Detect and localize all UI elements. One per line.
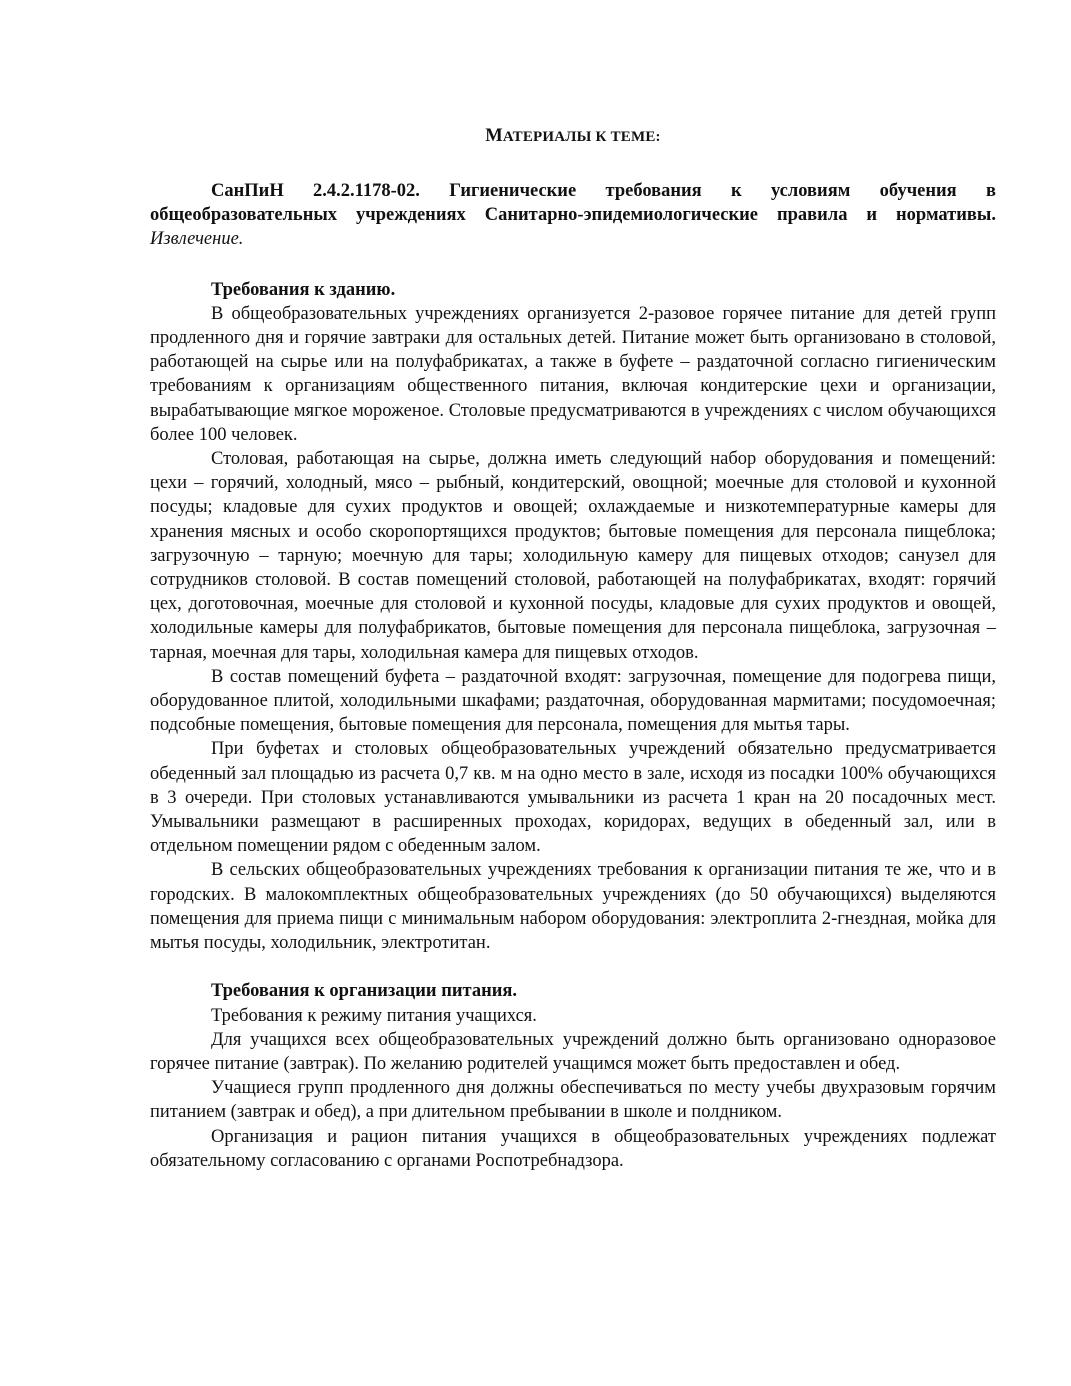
- heading-first-letter: М: [485, 126, 503, 146]
- document-title-bold: СанПиН 2.4.2.1178-02. Гигиенические требования к условиям обучения в общеобразовательных учреждениях Санитарно-эпидемиологические правила и нормативы.: [150, 181, 996, 226]
- document-page: [150, 124, 996, 1173]
- paragraph: Столовая, работающая на сырье, должна иметь следующий набор оборудования и помещений: цехи – горячий, холодный, мясо – рыбный, кондитерский, овощной; моечные для столовой и кухонной посуды; кладовые для сухих продуктов и овощей; охлаждаемые и низкотемпературные камеры для хранения мясных и особо скоропортящихся продуктов; бытовые помещения для персонала пищеблока; загрузочную – тарную; моечную для тары; холодильную камеру для пищевых отходов; санузел для сотрудников столовой. В состав помещений столовой, работающей на полуфабрикатах, входят: горячий цех, доготовочная, моечные для столовой и кухонной посуды, кладовые для сухих продуктов и овощей, холодильные камеры для полуфабрикатов, бытовые помещения для персонала пищеблока, загрузочная – тарная, моечная для тары, холодильная камера для пищевых отходов.: [150, 449, 996, 663]
- paragraph: В сельских общеобразовательных учреждениях требования к организации питания те же, что и в городских. В малокомплектных общеобразовательных учреждениях (до 50 обучающихся) выделяются помещения для приема пищи с минимальным набором оборудования: электроплита 2-гнездная, мойка для мытья посуды, холодильник, электротитан.: [150, 860, 996, 954]
- section-title-nutrition: Требования к организации питания.: [211, 981, 518, 1002]
- paragraph: В общеобразовательных учреждениях организуется 2-разовое горячее питание для детей групп продленного дня и горячие завтраки для остальных детей. Питание может быть организовано в столовой, работающей на сырье или на полуфабрикатах, а также в буфете – раздаточной согласно гигиеническим требованиям к организациям общественного питания, включая кондитерские цехи и организации, вырабатывающие мягкое мороженое. Столовые предусматриваются в учреждениях с числом обучающихся более 100 человек.: [150, 303, 996, 445]
- paragraph: В состав помещений буфета – раздаточной входят: загрузочная, помещение для подогрева пищи, оборудованное плитой, холодильными шкафами; раздаточная, оборудованная мармитами; посудомоечная; подсобные помещения, бытовые помещения для персонала, помещения для мытья тары.: [150, 666, 996, 736]
- paragraph: Для учащихся всех общеобразовательных учреждений должно быть организовано одноразовое горячее питание (завтрак). По желанию родителей учащимся может быть предоставлен и обед.: [150, 1029, 996, 1074]
- document-title-italic: Извлечение.: [150, 229, 244, 250]
- section-title-building: Требования к зданию.: [211, 279, 396, 300]
- section-spacer: [150, 955, 996, 979]
- document-title: [150, 179, 996, 252]
- paragraph: Организация и рацион питания учащихся в общеобразовательных учреждениях подлежат обязательному согласованию с органами Роспотребнадзора.: [150, 1126, 996, 1171]
- page-heading: [150, 124, 996, 149]
- paragraph: Учащиеся групп продленного дня должны обеспечиваться по месту учебы двухразовым горячим питанием (завтрак и обед), а при длительном пребывании в школе и полдником.: [150, 1078, 996, 1123]
- paragraph: Требования к режиму питания учащихся.: [211, 1005, 537, 1026]
- heading-rest: АТЕРИАЛЫ К ТЕМЕ:: [502, 129, 661, 145]
- paragraph: При буфетах и столовых общеобразовательных учреждений обязательно предусматривается обеденный зал площадью из расчета 0,7 кв. м на одно место в зале, исходя из посадки 100% обучающихся в 3 очереди. При столовых устанавливаются умывальники из расчета 1 кран на 20 посадочных мест. Умывальники размещают в расширенных проходах, коридорах, ведущих в обеденный зал, или в отдельном помещении рядом с обеденным залом.: [150, 739, 996, 857]
